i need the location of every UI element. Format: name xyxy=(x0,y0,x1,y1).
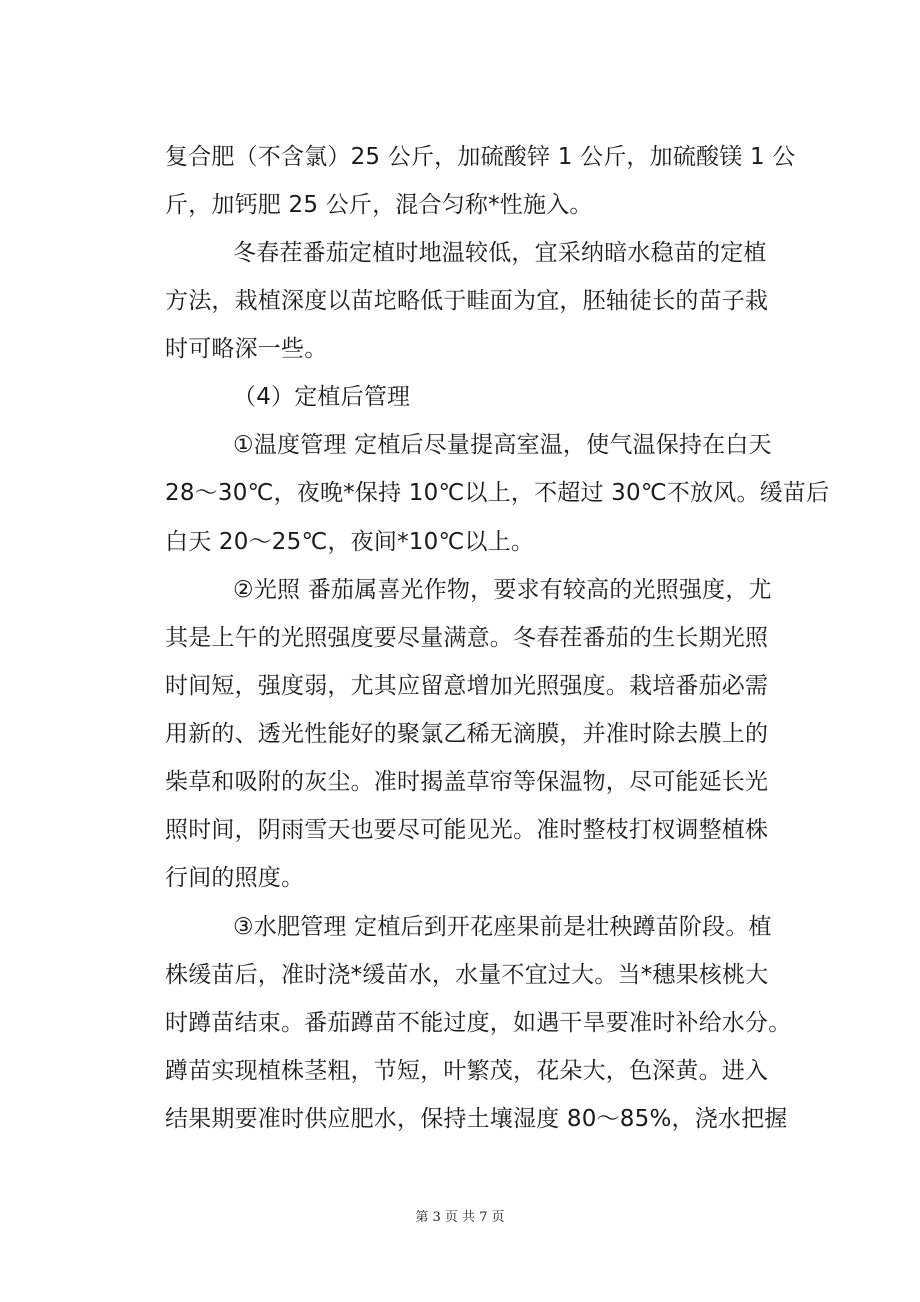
page-footer: 第 3 页 共 7 页 xyxy=(415,1210,505,1225)
text-line: 斤，加钙肥 25 公斤，混合匀称*性施入。 xyxy=(165,192,593,218)
text-line: 柴草和吸附的灰尘。准时揭盖草帘等保温物，尽可能延长光 xyxy=(165,769,769,795)
text-line: 蹲苗实现植株茎粗，节短，叶繁茂，花朵大，色深黄。进入 xyxy=(165,1058,769,1084)
text-line: 28～30℃，夜晚*保持 10℃以上，不超过 30℃不放风。缓苗后 xyxy=(165,480,830,506)
text-line: ②光照 番茄属喜光作物，要求有较高的光照强度，尤 xyxy=(233,577,772,603)
text-line: 照时间，阴雨雪天也要尽可能见光。准时整枝打杈调整植株 xyxy=(165,817,769,843)
text-line: 株缓苗后，准时浇*缓苗水，水量不宜过大。当*穗果核桃大 xyxy=(165,962,769,988)
section-heading: （4）定植后管理 xyxy=(233,384,411,410)
text-line: ③水肥管理 定植后到开花座果前是壮秧蹲苗阶段。植 xyxy=(233,914,772,940)
text-line: 结果期要准时供应肥水，保持土壤湿度 80～85%，浇水把握 xyxy=(165,1106,788,1132)
text-line: 其是上午的光照强度要尽量满意。冬春茬番茄的生长期光照 xyxy=(165,625,769,651)
text-line: 白天 20～25℃，夜间*10℃以上。 xyxy=(165,529,535,555)
text-line: 时可略深一些。 xyxy=(165,336,328,362)
text-line: 方法，栽植深度以苗坨略低于畦面为宜，胚轴徒长的苗子栽 xyxy=(165,288,769,314)
text-line: 冬春茬番茄定植时地温较低，宜采纳暗水稳苗的定植 xyxy=(233,240,767,266)
text-line: 行间的照度。 xyxy=(165,865,305,891)
text-line: 时间短，强度弱，尤其应留意增加光照强度。栽培番茄必需 xyxy=(165,673,769,699)
text-line: 时蹲苗结束。番茄蹲苗不能过度，如遇干旱要准时补给水分。 xyxy=(165,1010,792,1036)
text-line: ①温度管理 定植后尽量提高室温，使气温保持在白天 xyxy=(233,432,772,458)
text-line: 用新的、透光性能好的聚氯乙稀无滴膜，并准时除去膜上的 xyxy=(165,721,769,747)
text-line: 复合肥（不含氯）25 公斤，加硫酸锌 1 公斤，加硫酸镁 1 公 xyxy=(165,144,796,170)
